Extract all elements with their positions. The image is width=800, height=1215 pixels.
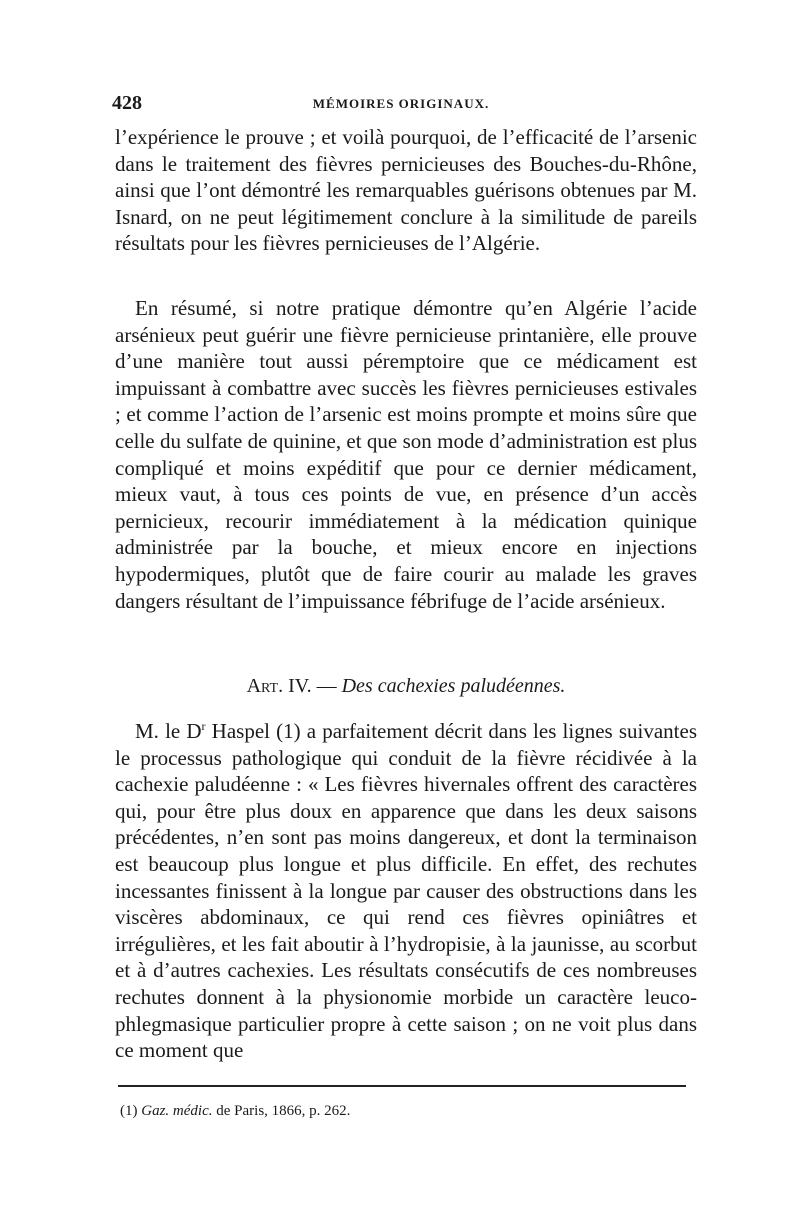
article-dash: — — [311, 675, 342, 697]
page-number: 428 — [112, 92, 142, 114]
running-title: MÉMOIRES ORIGINAUX. — [312, 96, 490, 111]
footnote-citation: de Paris, 1866, p. 262. — [212, 1103, 351, 1119]
haspel-paragraph — [115, 718, 697, 1064]
continuation-paragraph — [115, 124, 697, 257]
paragraph-text: En résumé, si notre pratique démontre qu’en Algérie l’acide arsénieux peut guérir une fièvre pernicieuse printanière, elle prouve d’une manière tout aussi péremptoire que ce médicament est impuissant à combattre avec succès les fièvres pernicieuses estivales ; et comme l’action de l’arsenic est moins prompte et moins sûre que celle du sulfate de quinine, et que son mode d’administration est plus compliqué et moins expéditif que pour ce dernier médicament, mieux vaut, à tous ces points de vue, en présence d’un accès pernicieux, recourir immédiatement à la médication quinique administrée par la bouche, et mieux encore en injections hypodermiques, plutôt que de faire courir au malade les graves dangers résultant de l’impuissance fébrifuge de l’acide arsénieux. — [115, 296, 697, 613]
footnote-journal: Gaz. médic. — [141, 1103, 213, 1119]
footnote — [120, 1101, 690, 1121]
haspel-text: Haspel (1) a parfaitement décrit dans les lignes suivantes le processus pathologique qui conduit de la fièvre récidivée à la cachexie paludéenne : « Les fièvres hivernales offrent des caractères qui, pour être plus doux en apparence que dans les deux saisons précédentes, n’en sont pas moins dangereux, et dont la terminaison est beaucoup plus longue et plus difficile. En effet, des rechutes incessantes finissent à la longue par causer des obstructions dans les viscères abdominaux, ce qui rend ces fièvres opiniâtres et irrégulières, et les fait aboutir à l’hydropisie, à la jaunisse, au scorbut et à d’autres cachexies. Les résultats consécutifs de ces nombreuses rechutes donnent à la physionomie morbide un caractère leuco-phlegmasique particulier propre à cette saison ; on ne voit plus dans ce moment que — [115, 719, 697, 1063]
article-title: Des cachexies paludéennes. — [341, 675, 566, 697]
doctor-superscript: r — [201, 719, 206, 733]
footnote-marker: (1) — [120, 1103, 138, 1119]
article-label: Art. IV. — [246, 675, 312, 697]
summary-paragraph — [115, 295, 697, 614]
article-heading — [115, 673, 697, 699]
paragraph-text — [115, 718, 697, 1064]
paragraph-text: l’expérience le prouve ; et voilà pourquoi, de l’efficacité de l’arsenic dans le traitement des fièvres pernicieuses des Bouches-du-Rhône, ainsi que l’ont démontré les remarquables guérisons obtenues par M. Isnard, on ne peut légitimement conclure à la similitude de pareils résultats pour les fièvres pernicieuses de l’Algérie. — [115, 125, 697, 256]
running-head — [112, 92, 690, 120]
doctor-prefix: M. le D — [135, 719, 202, 743]
footnote-rule — [118, 1085, 686, 1087]
